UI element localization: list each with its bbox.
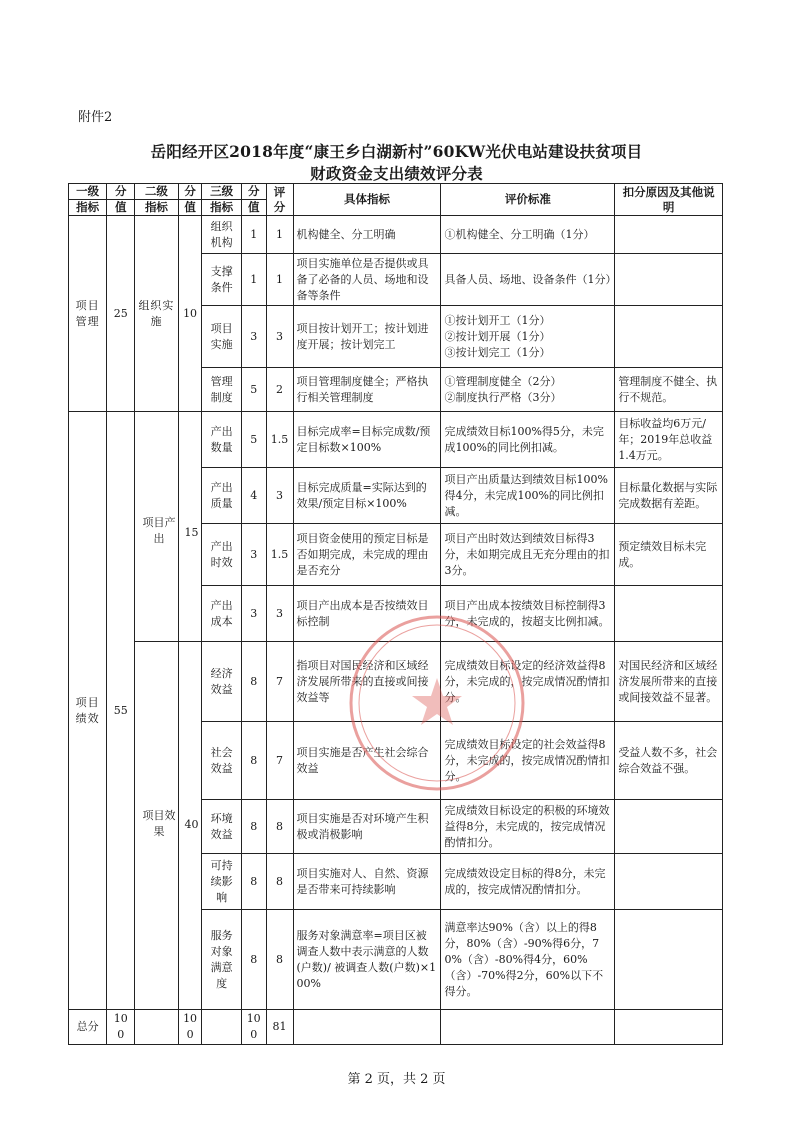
header-indicator: 具体指标 — [293, 184, 441, 216]
l3-score: 3 — [266, 586, 293, 642]
total-s3: 100 — [241, 1010, 266, 1045]
criteria-cell — [441, 468, 615, 524]
header-s3b: 值 — [241, 200, 266, 216]
criteria-line: ②按计划开展（1分） — [444, 329, 551, 343]
l3-name: 产出时效 — [202, 524, 241, 586]
criteria-line: ①机构健全、分工明确（1分） — [444, 227, 595, 241]
reason-text — [615, 254, 723, 306]
l3-value: 8 — [241, 800, 266, 854]
header-l3: 三级 — [202, 184, 241, 200]
l3-name: 经济效益 — [202, 642, 241, 722]
criteria-line: 完成绩效目标设定的积极的环境效益得8分，未完成的，按完成情况酌情扣分。 — [444, 803, 610, 849]
l3-name: 社会效益 — [202, 722, 241, 800]
group-output-name: 项目产出 — [142, 516, 176, 545]
indicator-text: 目标完成率=目标完成数/预定目标数×100% — [293, 412, 441, 468]
score-table — [68, 183, 723, 1045]
indicator-text: 指项目对国民经济和区域经济发展所带来的直接或间接效益等 — [293, 642, 441, 722]
group-output-label — [138, 515, 180, 547]
l3-score: 3 — [266, 468, 293, 524]
header-l2b: 指标 — [135, 200, 178, 216]
l3-value: 8 — [241, 642, 266, 722]
group-mgmt-value: 25 — [107, 216, 135, 412]
header-s3: 分 — [241, 184, 266, 200]
criteria-cell — [441, 722, 615, 800]
header-s2: 分 — [178, 184, 202, 200]
l3-name: 产出成本 — [202, 586, 241, 642]
reason-text — [615, 800, 723, 854]
criteria-line: ②制度执行严格（3分） — [444, 390, 562, 404]
l3-score: 8 — [266, 800, 293, 854]
total-empty — [135, 1010, 178, 1045]
l3-score: 8 — [266, 854, 293, 910]
criteria-line: 完成绩效目标设定的经济效益得8分，未完成的，按完成情况酌情扣分。 — [444, 658, 610, 704]
document-title-line2: 财政资金支出绩效评分表 — [310, 164, 483, 183]
reason-text — [615, 910, 723, 1010]
l3-value: 4 — [241, 468, 266, 524]
criteria-cell — [441, 216, 615, 254]
reason-text: 预定绩效目标未完成。 — [615, 524, 723, 586]
group-effect-value-label — [180, 818, 203, 831]
criteria-line: ①管理制度健全（2分） — [444, 374, 562, 388]
header-s1: 分 — [107, 184, 135, 200]
group-output-value: 15 — [184, 526, 199, 539]
total-empty — [293, 1010, 441, 1045]
group-org-value: 10 — [178, 216, 202, 412]
criteria-line: 完成绩效设定目标的得8分，未完成的，按完成情况酌情扣分。 — [444, 866, 606, 896]
criteria-cell — [441, 800, 615, 854]
l3-name: 产出数量 — [202, 412, 241, 468]
total-label: 总分 — [69, 1010, 107, 1045]
reason-text — [615, 586, 723, 642]
total-s1: 100 — [107, 1010, 135, 1045]
criteria-cell — [441, 854, 615, 910]
header-s1b: 值 — [107, 200, 135, 216]
group-org-name: 组织实施 — [135, 216, 178, 412]
criteria-line: 完成绩效目标设定的社会效益得8分，未完成的，按完成情况酌情扣分。 — [444, 737, 610, 783]
l3-name: 项目实施 — [202, 306, 241, 368]
l3-name: 支撑条件 — [202, 254, 241, 306]
l3-name: 服务对象满意度 — [202, 910, 241, 1010]
header-score: 评分 — [266, 184, 293, 216]
l3-score: 1 — [266, 216, 293, 254]
l3-value: 5 — [241, 412, 266, 468]
header-l3b: 指标 — [202, 200, 241, 216]
group-output-value-label — [180, 526, 203, 539]
l3-value: 3 — [241, 586, 266, 642]
page-footer: 第 2 页，共 2 页 — [347, 1072, 446, 1087]
l3-score: 7 — [266, 722, 293, 800]
group-perf-name: 项目绩效 — [69, 412, 107, 1010]
indicator-text: 目标完成质量=实际达到的效果/预定目标×100% — [293, 468, 441, 524]
table-row — [69, 216, 723, 254]
l3-value: 5 — [241, 368, 266, 412]
header-l1: 一级 — [69, 184, 107, 200]
reason-text — [615, 854, 723, 910]
l3-score: 7 — [266, 642, 293, 722]
reason-text: 管理制度不健全、执行不规范。 — [615, 368, 723, 412]
reason-text — [615, 306, 723, 368]
l3-value: 8 — [241, 910, 266, 1010]
indicator-text: 项目实施是否产生社会综合效益 — [293, 722, 441, 800]
l3-score: 1.5 — [266, 412, 293, 468]
l3-value: 1 — [241, 254, 266, 306]
group-perf-value: 55 — [107, 412, 135, 1010]
l3-score: 3 — [266, 306, 293, 368]
header-s2b: 值 — [178, 200, 202, 216]
l3-name: 环境效益 — [202, 800, 241, 854]
indicator-text: 项目资金使用的预定目标是否如期完成，未完成的理由是否充分 — [293, 524, 441, 586]
group-effect-label — [138, 808, 180, 840]
header-row-1 — [69, 184, 723, 200]
criteria-line: ①按计划开工（1分） — [444, 313, 551, 327]
header-l1b: 指标 — [69, 200, 107, 216]
criteria-line: 项目产出质量达到绩效目标100%得4分，未完成100%的同比例扣减。 — [444, 472, 608, 518]
l3-value: 1 — [241, 216, 266, 254]
criteria-cell — [441, 412, 615, 468]
criteria-line: 项目产出成本按绩效目标控制得3分，未完成的，按超支比例扣减。 — [444, 598, 610, 628]
l3-value: 8 — [241, 722, 266, 800]
l3-name: 可持续影响 — [202, 854, 241, 910]
indicator-text: 机构健全、分工明确 — [293, 216, 441, 254]
criteria-cell — [441, 910, 615, 1010]
indicator-text: 项目按计划开工；按计划进度开展；按计划完工 — [293, 306, 441, 368]
criteria-line: 满意率达90%（含）以上的得8分，80%（含）-90%得6分，70%（含）-80%得4分，60%（含）-70%得2分，60%以下不得分。 — [444, 920, 604, 998]
attachment-label: 附件2 — [78, 110, 113, 125]
criteria-cell — [441, 524, 615, 586]
reason-text: 对国民经济和区域经济发展所带来的直接或间接效益不显著。 — [615, 642, 723, 722]
l3-score: 1 — [266, 254, 293, 306]
total-s2: 100 — [178, 1010, 202, 1045]
group-effect-name: 项目效果 — [142, 809, 176, 838]
criteria-line: 完成绩效目标100%得5分，未完成100%的同比例扣减。 — [444, 424, 604, 454]
group-mgmt-name: 项目管理 — [69, 216, 107, 412]
indicator-text: 项目管理制度健全；严格执行相关管理制度 — [293, 368, 441, 412]
l3-score: 2 — [266, 368, 293, 412]
reason-text: 受益人数不多，社会综合效益不强。 — [615, 722, 723, 800]
indicator-text: 项目产出成本是否按绩效目标控制 — [293, 586, 441, 642]
header-criteria: 评价标准 — [441, 184, 615, 216]
criteria-cell — [441, 368, 615, 412]
criteria-line: ③按计划完工（1分） — [444, 345, 551, 359]
total-empty — [202, 1010, 241, 1045]
total-row — [69, 1010, 723, 1045]
group-effect-value: 40 — [184, 818, 199, 831]
l3-value: 3 — [241, 306, 266, 368]
reason-text: 目标收益均6万元/年；2019年总收益1.4万元。 — [615, 412, 723, 468]
l3-value: 8 — [241, 854, 266, 910]
l3-name: 组织机构 — [202, 216, 241, 254]
indicator-text: 项目实施单位是否提供或具备了必备的人员、场地和设备等条件 — [293, 254, 441, 306]
l3-name: 管理制度 — [202, 368, 241, 412]
criteria-line: 项目产出时效达到绩效目标得3分，未如期完成且无充分理由的扣3分。 — [444, 531, 610, 577]
criteria-line: 具备人员、场地、设备条件（1分） — [444, 272, 617, 286]
criteria-cell — [441, 306, 615, 368]
total-empty — [615, 1010, 723, 1045]
indicator-text: 服务对象满意率=项目区被调查人数中表示满意的人数(户数)/ 被调查人数(户数)×100% — [293, 910, 441, 1010]
criteria-cell — [441, 254, 615, 306]
indicator-text: 项目实施对人、自然、资源是否带来可持续影响 — [293, 854, 441, 910]
l3-value: 3 — [241, 524, 266, 586]
document-title-line1: 岳阳经开区2018年度“康王乡白湖新村”60KW光伏电站建设扶贫项目 — [150, 142, 643, 161]
l3-name: 产出质量 — [202, 468, 241, 524]
table-row — [69, 642, 723, 722]
l3-score: 1.5 — [266, 524, 293, 586]
l3-score: 8 — [266, 910, 293, 1010]
reason-text: 目标量化数据与实际完成数据有差距。 — [615, 468, 723, 524]
total-score: 81 — [266, 1010, 293, 1045]
header-reason: 扣分原因及其他说明 — [615, 184, 723, 216]
header-l2: 二级 — [135, 184, 178, 200]
table-row — [69, 412, 723, 468]
criteria-cell — [441, 642, 615, 722]
indicator-text: 项目实施是否对环境产生积极或消极影响 — [293, 800, 441, 854]
reason-text — [615, 216, 723, 254]
total-empty — [441, 1010, 615, 1045]
criteria-cell — [441, 586, 615, 642]
